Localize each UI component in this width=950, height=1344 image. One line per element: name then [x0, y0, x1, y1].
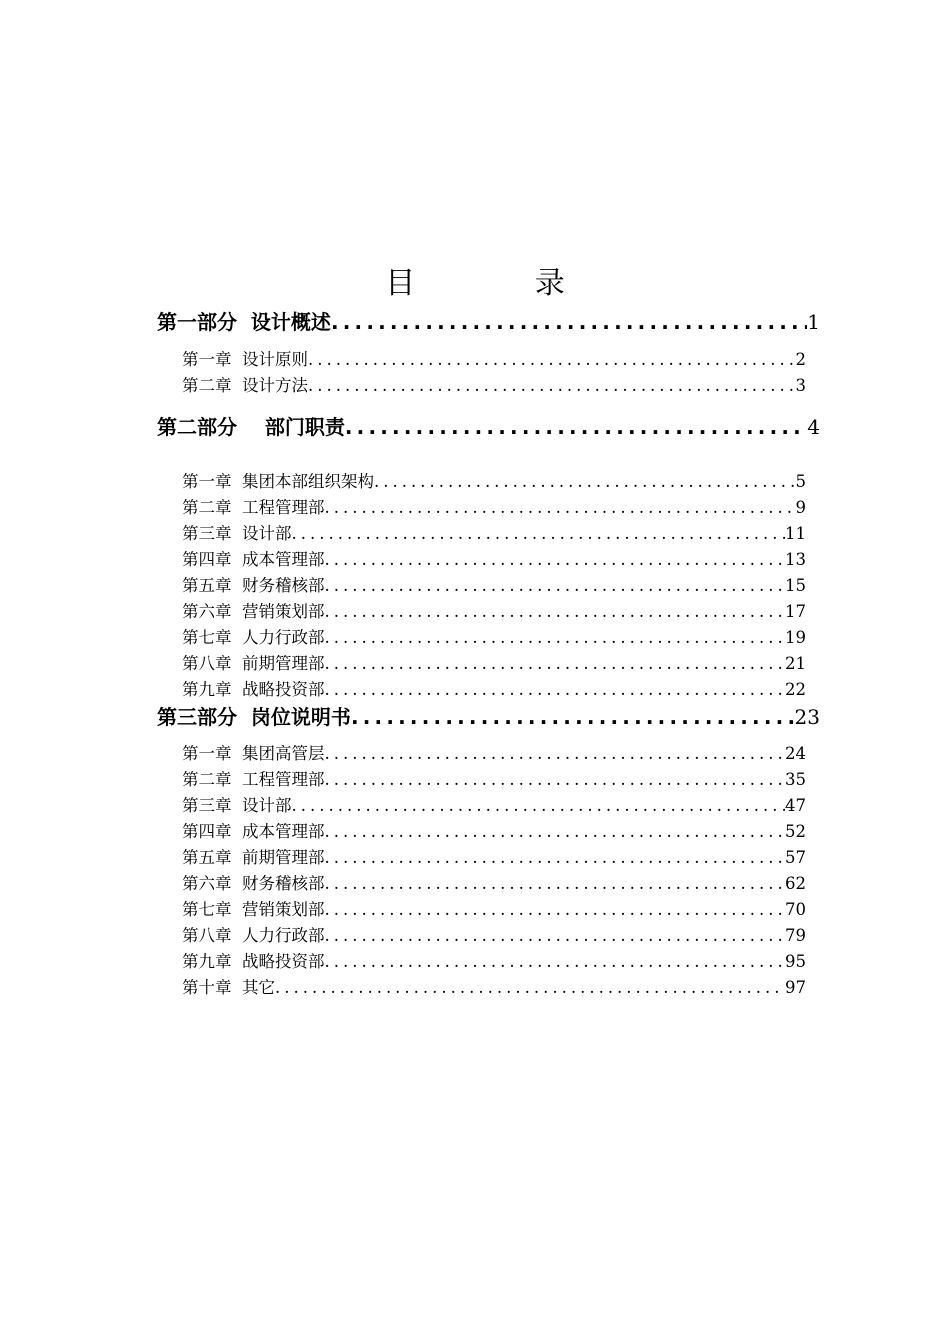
- toc-chapter-label: 第二章 设计方法: [182, 376, 308, 395]
- toc-page-number: 9: [795, 498, 806, 517]
- toc-leader: [292, 522, 786, 546]
- toc-leader: [325, 872, 786, 896]
- toc-leader: [325, 626, 786, 650]
- toc-page-number: 23: [794, 705, 820, 729]
- toc-page-number: 17: [785, 602, 806, 621]
- toc-chapter[interactable]: [182, 522, 806, 546]
- toc-leader: [325, 768, 786, 792]
- toc-page-number: 35: [785, 770, 806, 789]
- toc-chapter-label: 第三章 设计部: [182, 796, 292, 815]
- toc-page-number: 24: [785, 744, 806, 763]
- toc-leader: [325, 742, 786, 766]
- toc-chapter[interactable]: [182, 742, 806, 766]
- toc-page-number: 4: [807, 415, 820, 439]
- toc-page-number: 79: [785, 926, 806, 945]
- toc-chapter-label: 第四章 成本管理部: [182, 550, 325, 569]
- toc-page-number: 22: [785, 680, 806, 699]
- toc-chapter-label: 第十章 其它: [182, 978, 275, 997]
- toc-leader: [308, 374, 796, 398]
- toc-chapter-label: 第四章 成本管理部: [182, 822, 325, 841]
- toc-chapter-label: 第六章 财务稽核部: [182, 874, 325, 893]
- toc-chapter[interactable]: [182, 470, 806, 494]
- toc-chapter[interactable]: [182, 768, 806, 792]
- toc-page-number: 13: [785, 550, 806, 569]
- toc-page-number: 19: [785, 628, 806, 647]
- toc-leader: [374, 470, 796, 494]
- toc-page-number: 2: [795, 350, 806, 369]
- toc-chapter-label: 第二章 工程管理部: [182, 770, 325, 789]
- toc-part-3[interactable]: [157, 703, 820, 731]
- toc-chapter[interactable]: [182, 548, 806, 572]
- toc-chapter[interactable]: [182, 898, 806, 922]
- toc-chapter-label: 第八章 人力行政部: [182, 926, 325, 945]
- toc-page-number: 1: [807, 310, 820, 334]
- toc-chapter[interactable]: [182, 924, 806, 948]
- toc-leader: [325, 600, 786, 624]
- toc-chapter-label: 第五章 财务稽核部: [182, 576, 325, 595]
- toc-part-label: 第二部分 部门职责: [157, 415, 345, 439]
- toc-chapter-label: 第一章 集团本部组织架构: [182, 472, 374, 491]
- toc-page-number: 62: [785, 874, 806, 893]
- toc-chapter-label: 第七章 人力行政部: [182, 628, 325, 647]
- toc-leader: [325, 924, 786, 948]
- toc-leader: [325, 820, 786, 844]
- toc-leader: [325, 950, 786, 974]
- toc-chapter[interactable]: [182, 496, 806, 520]
- toc-chapter[interactable]: [182, 846, 806, 870]
- toc-page-number: 15: [785, 576, 806, 595]
- toc-chapter[interactable]: [182, 794, 806, 818]
- toc-page-number: 11: [785, 524, 806, 543]
- toc-part-label: 第三部分 岗位说明书: [157, 705, 351, 729]
- toc-chapter[interactable]: [182, 678, 806, 702]
- toc-leader: [345, 413, 807, 441]
- toc-title: 目 录: [385, 266, 620, 301]
- toc-page-number: 3: [795, 376, 806, 395]
- toc-page-number: 21: [785, 654, 806, 673]
- toc-chapter-label: 第一章 设计原则: [182, 350, 308, 369]
- toc-chapter-label: 第六章 营销策划部: [182, 602, 325, 621]
- toc-leader: [325, 496, 796, 520]
- toc-leader: [325, 574, 786, 598]
- toc-chapter[interactable]: [182, 820, 806, 844]
- toc-leader: [325, 652, 786, 676]
- toc-leader: [325, 678, 786, 702]
- toc-page-number: 52: [785, 822, 806, 841]
- toc-page-number: 57: [785, 848, 806, 867]
- toc-leader: [325, 548, 786, 572]
- toc-leader: [275, 976, 785, 1000]
- toc-chapter-label: 第九章 战略投资部: [182, 680, 325, 699]
- toc-chapter[interactable]: [182, 348, 806, 372]
- toc-leader: [292, 794, 786, 818]
- toc-page-number: 97: [785, 978, 806, 997]
- toc-chapter[interactable]: [182, 600, 806, 624]
- toc-chapter-label: 第九章 战略投资部: [182, 952, 325, 971]
- toc-chapter-label: 第二章 工程管理部: [182, 498, 325, 517]
- toc-part-label: 第一部分 设计概述: [157, 310, 331, 334]
- toc-chapter[interactable]: [182, 374, 806, 398]
- toc-chapter[interactable]: [182, 626, 806, 650]
- toc-leader: [351, 703, 795, 731]
- toc-chapter-label: 第三章 设计部: [182, 524, 292, 543]
- toc-page-number: 47: [785, 796, 806, 815]
- toc-leader: [308, 348, 796, 372]
- toc-leader: [325, 846, 786, 870]
- toc-chapter[interactable]: [182, 652, 806, 676]
- toc-page-number: 95: [785, 952, 806, 971]
- toc-part-1[interactable]: [157, 308, 820, 336]
- toc-chapter-label: 第八章 前期管理部: [182, 654, 325, 673]
- toc-chapter[interactable]: [182, 574, 806, 598]
- toc-page-number: 5: [795, 472, 806, 491]
- toc-chapter-label: 第五章 前期管理部: [182, 848, 325, 867]
- toc-chapter-label: 第一章 集团高管层: [182, 744, 325, 763]
- toc-chapter-label: 第七章 营销策划部: [182, 900, 325, 919]
- toc-chapter[interactable]: [182, 872, 806, 896]
- toc-chapter[interactable]: [182, 950, 806, 974]
- toc-leader: [325, 898, 786, 922]
- toc-part-2[interactable]: [157, 413, 820, 441]
- toc-chapter[interactable]: [182, 976, 806, 1000]
- toc-page-number: 70: [785, 900, 806, 919]
- toc-leader: [331, 308, 807, 336]
